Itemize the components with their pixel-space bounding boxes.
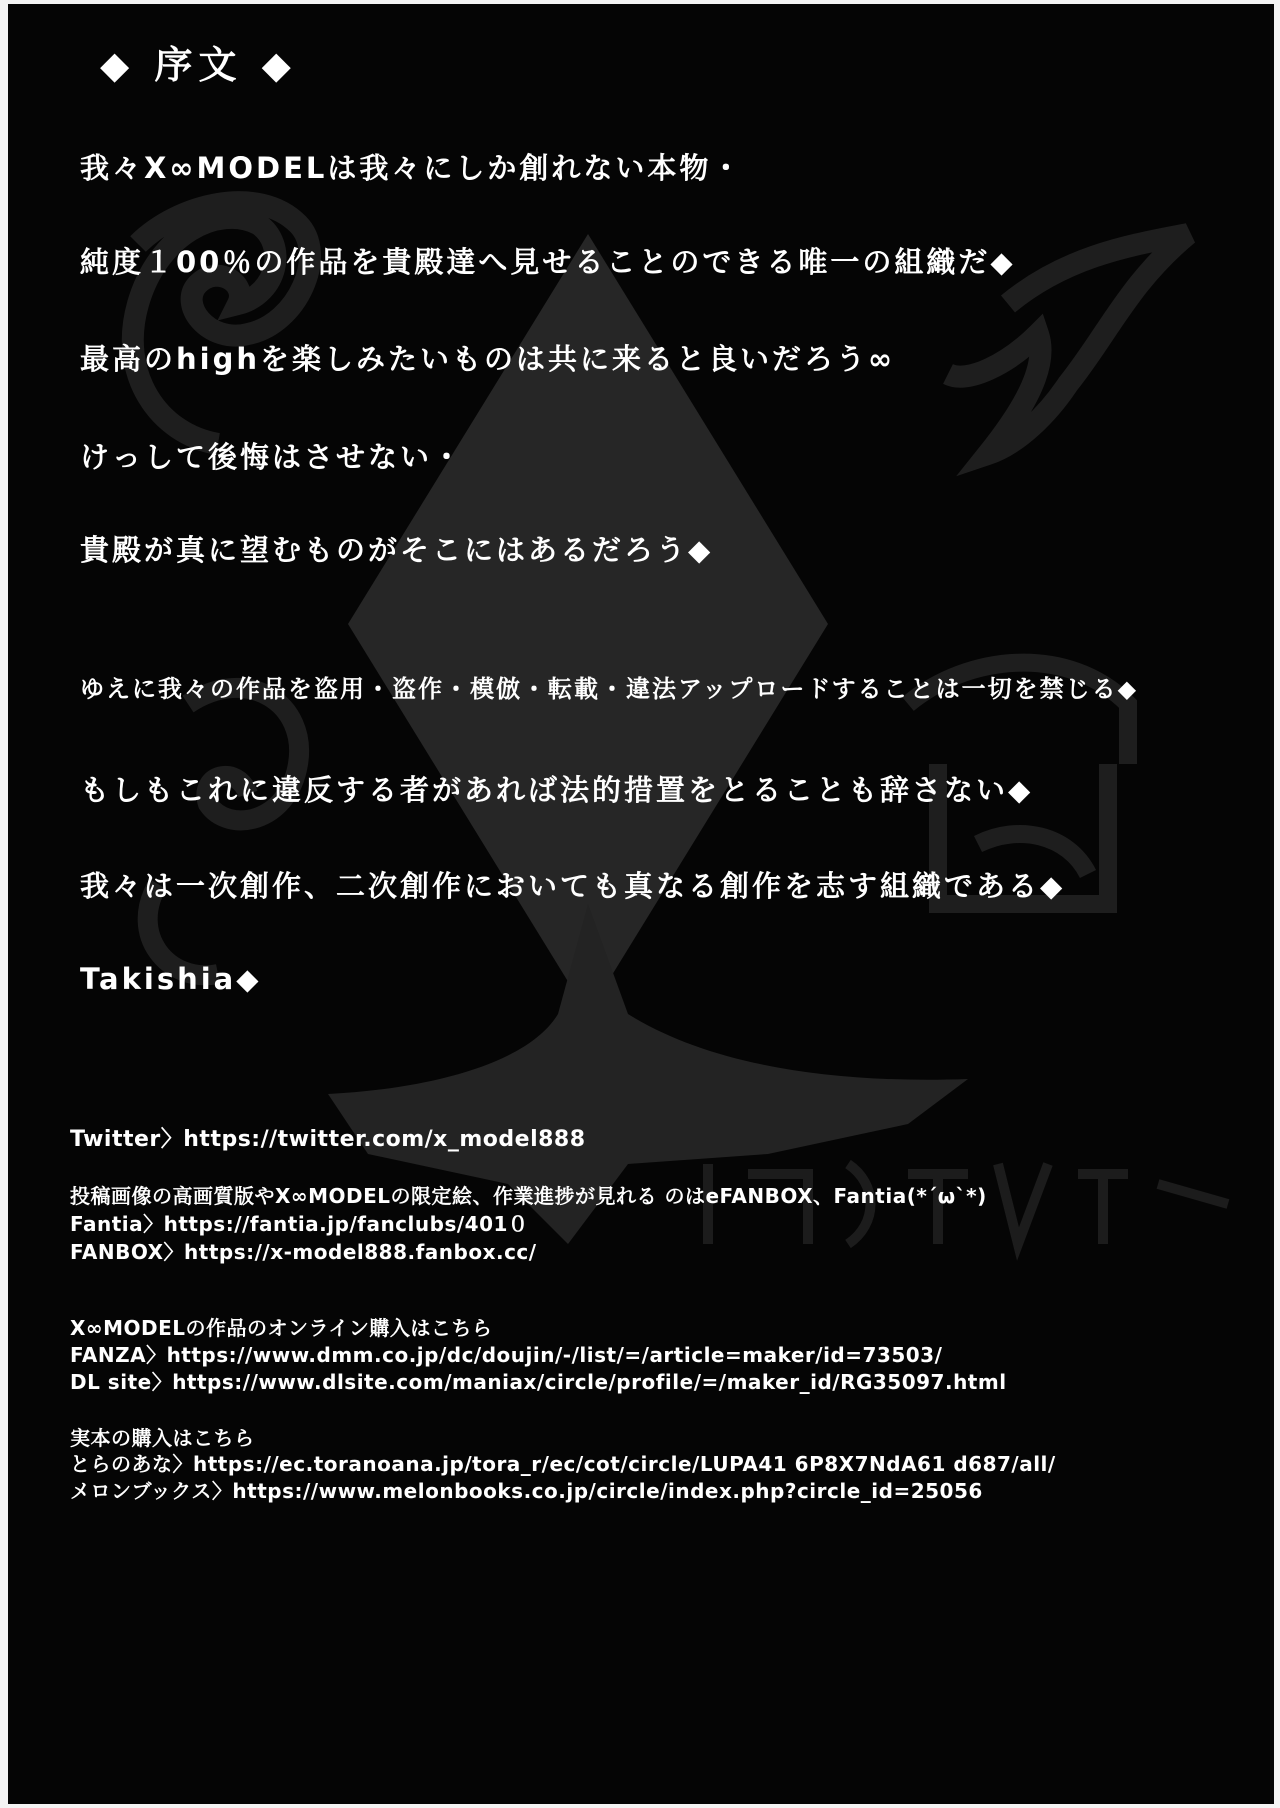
manifesto-line: 我々X∞MODELは我々にしか創れない本物・ xyxy=(80,151,744,185)
fanclub-note: 投稿画像の高画質版やX∞MODELの限定絵、作業進捗が見れる のはeFANBOX、Fantia(*´ω`*) xyxy=(70,1184,987,1208)
fantia-link[interactable]: Fantia〉https://fantia.jp/fanclubs/401０ xyxy=(70,1212,529,1236)
physical-purchase-note: 実本の購入はこちら xyxy=(70,1426,255,1450)
fanbox-link[interactable]: FANBOX〉https://x-model888.fanbox.cc/ xyxy=(70,1240,537,1264)
left-swirl-ornament xyxy=(133,202,310,444)
preface-page xyxy=(8,4,1274,1804)
manifesto-line: 貴殿が真に望むものがそこにはあるだろう◆ xyxy=(80,533,714,567)
signature-line: Takishia◆ xyxy=(80,962,262,996)
manifesto-line: 純度１00％の作品を貴殿達へ見せることのできる唯一の組織だ◆ xyxy=(80,245,1016,279)
page-title: ◆ 序文 ◆ xyxy=(100,43,297,87)
manifesto-line: もしもこれに違反する者があれば法的措置をとることも辞さない◆ xyxy=(80,773,1034,807)
melonbooks-link[interactable]: メロンブックス〉https://www.melonbooks.co.jp/circle/index.php?circle_id=25056 xyxy=(70,1479,983,1503)
toranoana-link[interactable]: とらのあな〉https://ec.toranoana.jp/tora_r/ec/cot/circle/LUPA41 6P8X7NdA61 d687/all/ xyxy=(70,1452,1056,1476)
twitter-link[interactable]: Twitter〉https://twitter.com/x_model888 xyxy=(70,1127,586,1152)
left-flourish-ornament xyxy=(148,688,299,975)
dlsite-link[interactable]: DL site〉https://www.dlsite.com/maniax/circle/profile/=/maker_id/RG35097.html xyxy=(70,1370,1007,1394)
manifesto-line: 最高のhighを楽しみたいものは共に来ると良いだろう∞ xyxy=(80,342,896,376)
manifesto-line: ゆえに我々の作品を盗用・盗作・模倣・転載・違法アップロードすることは一切を禁じる◆ xyxy=(80,675,1139,703)
online-purchase-note: X∞MODELの作品のオンライン購入はこちら xyxy=(70,1316,493,1340)
fanza-link[interactable]: FANZA〉https://www.dmm.co.jp/dc/doujin/-/list/=/article=maker/id=73503/ xyxy=(70,1343,943,1367)
manifesto-line: 我々は一次創作、二次創作においても真なる創作を志す組織である◆ xyxy=(80,869,1066,903)
manifesto-line: けっして後悔はさせない・ xyxy=(80,440,465,474)
